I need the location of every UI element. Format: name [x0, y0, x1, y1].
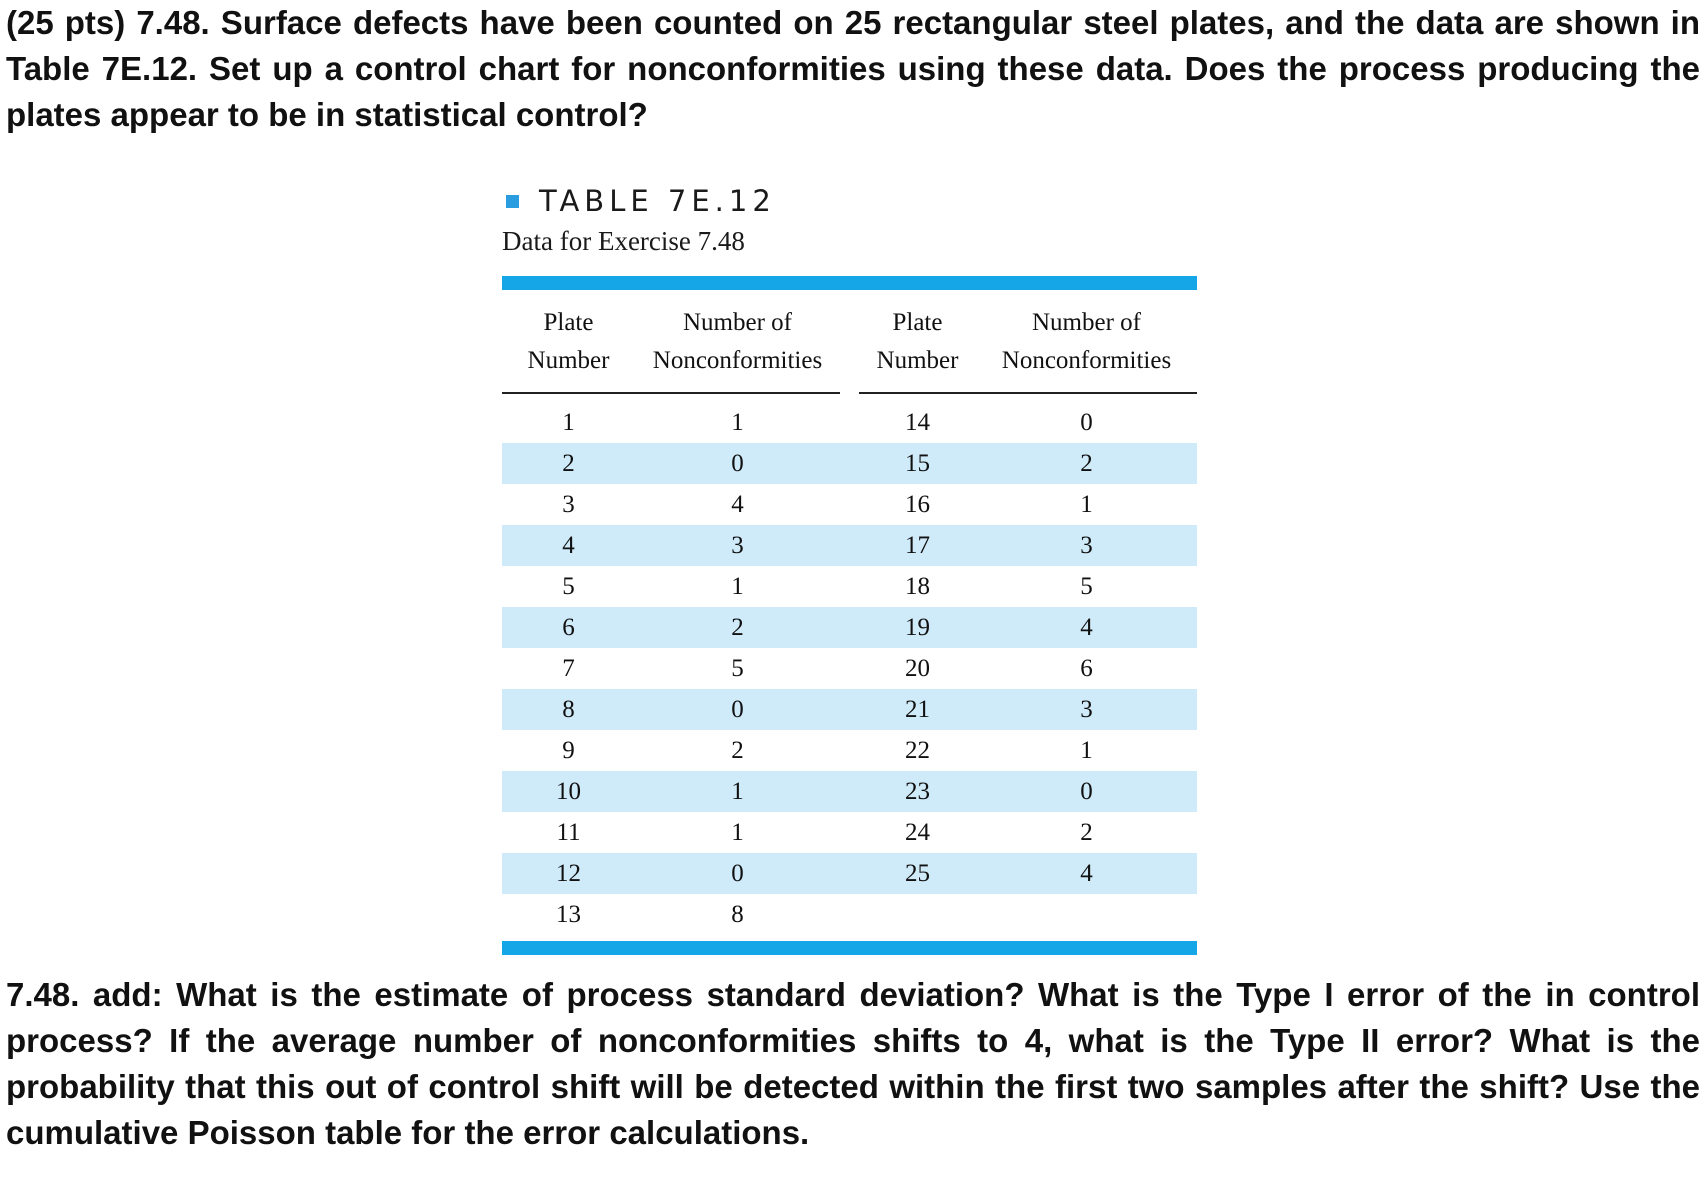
- table-top-bar: [502, 276, 1197, 290]
- cell-plate-number: 14: [905, 408, 930, 436]
- cell-nonconformities: 1: [731, 777, 744, 805]
- cell-plate-number: 20: [905, 654, 930, 682]
- cell-plate-number: 19: [905, 613, 930, 641]
- cell-nonconformities: 5: [1080, 572, 1093, 600]
- square-bullet-icon: [506, 195, 519, 208]
- cell-nonconformities: 0: [1080, 408, 1093, 436]
- cell-plate-number: 9: [562, 736, 575, 764]
- cell-nonconformities: 4: [731, 490, 744, 518]
- cell-nonconformities: 1: [1080, 736, 1093, 764]
- cell-plate-number: 16: [905, 490, 930, 518]
- cell-nonconformities: 0: [731, 449, 744, 477]
- table-row: [502, 525, 1197, 566]
- table-title: [502, 180, 1197, 222]
- table-row: [502, 607, 1197, 648]
- cell-plate-number: 15: [905, 449, 930, 477]
- table-header-row: [502, 290, 1197, 394]
- cell-nonconformities: 3: [731, 531, 744, 559]
- header-text: Number of: [1031, 309, 1141, 336]
- table-row: [502, 566, 1197, 607]
- cell-nonconformities: 2: [1080, 449, 1093, 477]
- cell-plate-number: 21: [905, 695, 930, 723]
- header-nonconformities: [635, 290, 840, 394]
- cell-nonconformities: 1: [731, 408, 744, 436]
- cell-nonconformities: 4: [1080, 613, 1093, 641]
- table-row: [502, 771, 1197, 812]
- cell-plate-number: 5: [562, 572, 575, 600]
- header-text: Number: [527, 347, 610, 374]
- header-rule-right: [859, 392, 1197, 394]
- table-row: [502, 648, 1197, 689]
- question-add-text: 7.48. add: What is the estimate of process standard deviation? What is the Type I error of the in control process? If the average number of nonconformities shifts to 4, what is the Type II error? What is the probability that this out of control shift will be detected within the first two samples after the shift? Use the cumulative Poisson table for the error calculations.: [6, 976, 1700, 1151]
- cell-plate-number: 10: [556, 777, 581, 805]
- cell-nonconformities: 3: [1080, 531, 1093, 559]
- cell-nonconformities: 2: [731, 736, 744, 764]
- cell-plate-number: 11: [556, 818, 581, 846]
- cell-plate-number: 2: [562, 449, 575, 477]
- cell-plate-number: 18: [905, 572, 930, 600]
- cell-plate-number: 23: [905, 777, 930, 805]
- header-text: Number: [876, 347, 959, 374]
- header-text: Nonconformities: [652, 347, 823, 374]
- table-body: [502, 394, 1197, 941]
- header-text: Number of: [682, 309, 792, 336]
- cell-plate-number: 8: [562, 695, 575, 723]
- table-title-text: TABLE 7E.12: [539, 184, 776, 218]
- header-text: Plate: [892, 309, 943, 336]
- cell-plate-number: 24: [905, 818, 930, 846]
- header-nonconformities-2: [976, 290, 1197, 394]
- data-table: [502, 180, 1197, 955]
- cell-nonconformities: 1: [731, 818, 744, 846]
- cell-nonconformities: 3: [1080, 695, 1093, 723]
- cell-nonconformities: 1: [1080, 490, 1093, 518]
- cell-plate-number: 3: [562, 490, 575, 518]
- cell-nonconformities: 6: [1080, 654, 1093, 682]
- table-row: [502, 443, 1197, 484]
- header-plate-number-2: [859, 290, 976, 394]
- cell-plate-number: 6: [562, 613, 575, 641]
- cell-plate-number: 12: [556, 859, 581, 887]
- cell-plate-number: 13: [556, 900, 581, 928]
- cell-plate-number: 1: [562, 408, 575, 436]
- cell-nonconformities: 8: [731, 900, 744, 928]
- cell-nonconformities: 0: [731, 695, 744, 723]
- table-row: [502, 689, 1197, 730]
- header-text: Nonconformities: [1001, 347, 1172, 374]
- table-row: [502, 894, 1197, 935]
- cell-nonconformities: 2: [1080, 818, 1093, 846]
- table-caption: Data for Exercise 7.48: [502, 226, 745, 256]
- table-row: [502, 812, 1197, 853]
- question-main-text: (25 pts) 7.48. Surface defects have been counted on 25 rectangular steel plates, and the data are shown in Table 7E.12. Set up a control chart for nonconformities using these data. Does the process producing the plates appear to be in statistical control?: [6, 4, 1700, 133]
- table-bottom-bar: [502, 941, 1197, 955]
- cell-plate-number: 17: [905, 531, 930, 559]
- header-rule-left: [502, 392, 840, 394]
- cell-nonconformities: 5: [731, 654, 744, 682]
- cell-nonconformities: 0: [1080, 777, 1093, 805]
- cell-plate-number: 4: [562, 531, 575, 559]
- header-plate-number: [502, 290, 635, 394]
- header-text: Plate: [543, 309, 594, 336]
- table-row: [502, 402, 1197, 443]
- table-row: [502, 484, 1197, 525]
- cell-nonconformities: 1: [731, 572, 744, 600]
- cell-nonconformities: 4: [1080, 859, 1093, 887]
- cell-plate-number: 7: [562, 654, 575, 682]
- cell-plate-number: 25: [905, 859, 930, 887]
- table-row: [502, 853, 1197, 894]
- cell-nonconformities: 2: [731, 613, 744, 641]
- cell-nonconformities: 0: [731, 859, 744, 887]
- table-row: [502, 730, 1197, 771]
- cell-plate-number: 22: [905, 736, 930, 764]
